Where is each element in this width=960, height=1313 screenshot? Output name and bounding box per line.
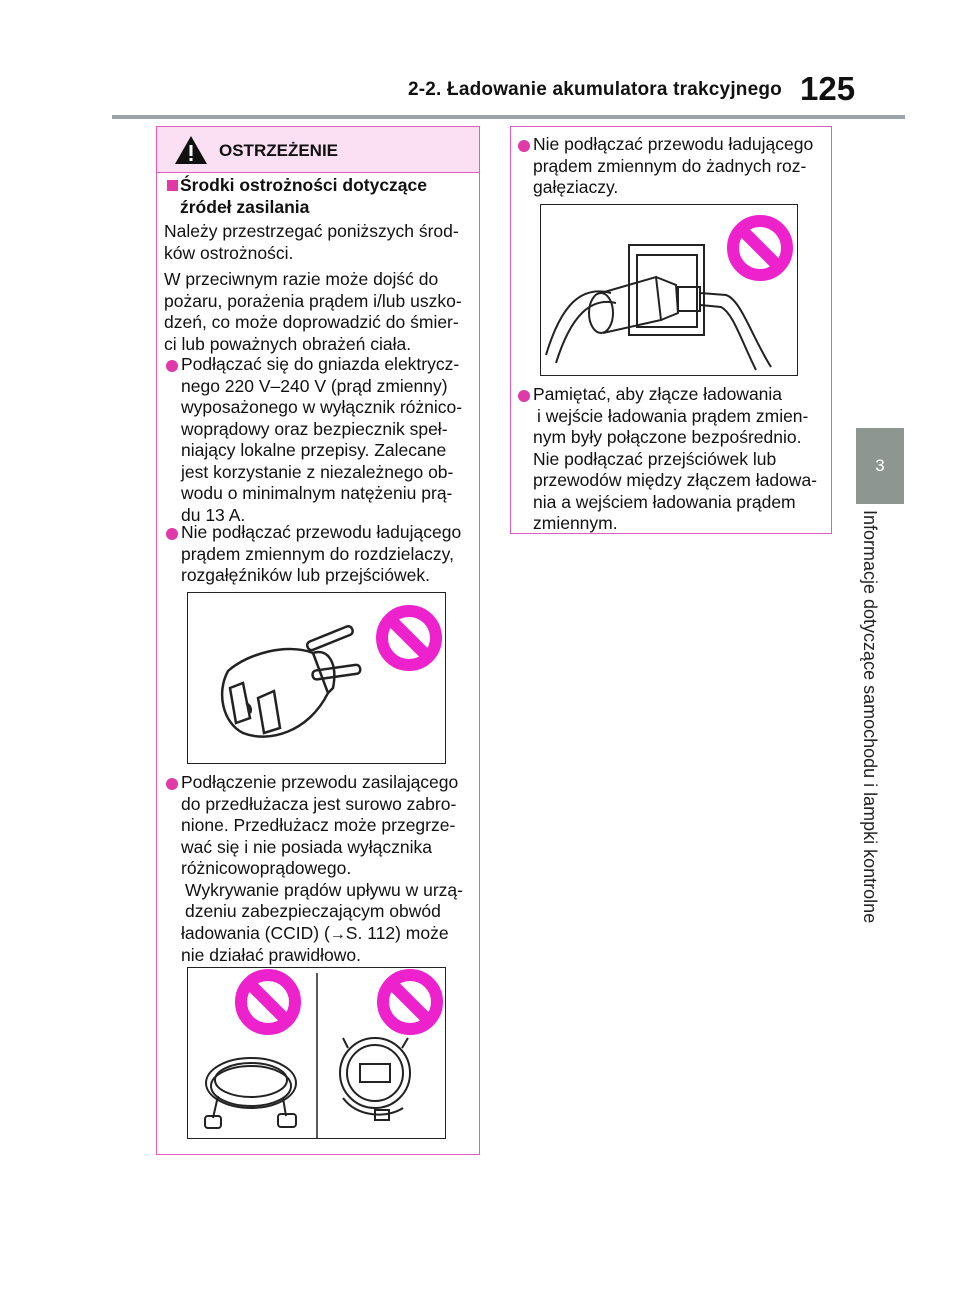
plug-adapter-icon: [541, 205, 797, 375]
extension-cords-icon: [188, 968, 445, 1138]
warning-triangle-icon: [173, 134, 209, 166]
chapter-title: Informacje dotyczące samochodu i lampki kontrolne: [860, 510, 880, 924]
bullet-dot-icon: [166, 528, 178, 540]
warning-intro-1: Należy przestrzegać poniższych środ- ków ostrożności.: [164, 221, 459, 263]
ccid-reference-line: ładowania (CCID) (→S. 112) może: [181, 922, 449, 943]
plug-connection-illustration: [540, 204, 798, 376]
warning-heading: Środki ostrożności dotyczące źródeł zasilania: [180, 175, 428, 217]
prohibition-icon: [733, 221, 787, 275]
section-title: 2-2. Ładowanie akumulatora trakcyjnego: [408, 79, 782, 100]
page-reference-arrow: →: [329, 925, 346, 943]
prohibition-icon: [383, 975, 437, 1029]
chapter-number: 3: [875, 456, 885, 475]
header-rule: [112, 115, 905, 119]
page-number: 125: [800, 70, 856, 107]
prohibition-icon: [241, 975, 295, 1029]
adapter-plug-icon: [188, 593, 445, 763]
warning-bullet-2: Nie podłączać przewodu ładującego prądem zmiennym do rozdzielaczy, rozgałęźników lub przejściówek.: [181, 522, 462, 585]
bullet-dot-icon: [166, 778, 178, 790]
warning-bullet-3: Podłączenie przewodu zasilającego do przedłużacza jest surowo zabro- nione. Przedłużacz może przegrze- wać się i nie posiada wyłącznika różnicowoprądowego. Wykrywanie prądów upływu w urzą- dzeniu zabezpieczającym obwód ładowania (CCID) (→S. 112) może nie działać prawidłowo.: [181, 772, 463, 965]
warning-intro-2: W przeciwnym razie może dojść do pożaru, porażenia prądem i/lub uszko- dzeń, co może doprowadzić do śmier- ci lub poważnych obrażeń ciała.: [164, 269, 462, 354]
bullet-dot-icon: [166, 360, 178, 372]
adapter-illustration: [187, 592, 446, 764]
heading-square-icon: [167, 180, 178, 191]
warning-bullet-1: Podłączać się do gniazda elektrycz- nego 220 V–240 V (prąd zmienny) wyposażonego w wyłącznik różnico- woprądowy oraz bezpiecznik speł- niający lokalne przepisy. Zalecane jest korzystanie z niezależnego ob- wodu o minimalnym natężeniu prą- du 13 A.: [181, 354, 463, 525]
warning-header: [157, 127, 479, 173]
right-bullet-1: Nie podłączać przewodu ładującego prądem zmiennym do żadnych roz- gałęziaczy.: [533, 134, 814, 197]
prohibition-icon: [382, 611, 436, 665]
warning-title: OSTRZEŻENIE: [219, 141, 339, 160]
chapter-tab: [856, 428, 904, 504]
right-bullet-2: Pamiętać, aby złącze ładowania i wejście ładowania prądem zmien- nym były połączone bezpośrednio. Nie podłączać przejściówek lub przewodów między złączem ładowa- nia a wejściem ładowania prądem zmiennym.: [533, 384, 817, 533]
extension-cord-illustration: [187, 967, 446, 1139]
bullet-dot-icon: [518, 390, 530, 402]
bullet-dot-icon: [518, 140, 530, 152]
